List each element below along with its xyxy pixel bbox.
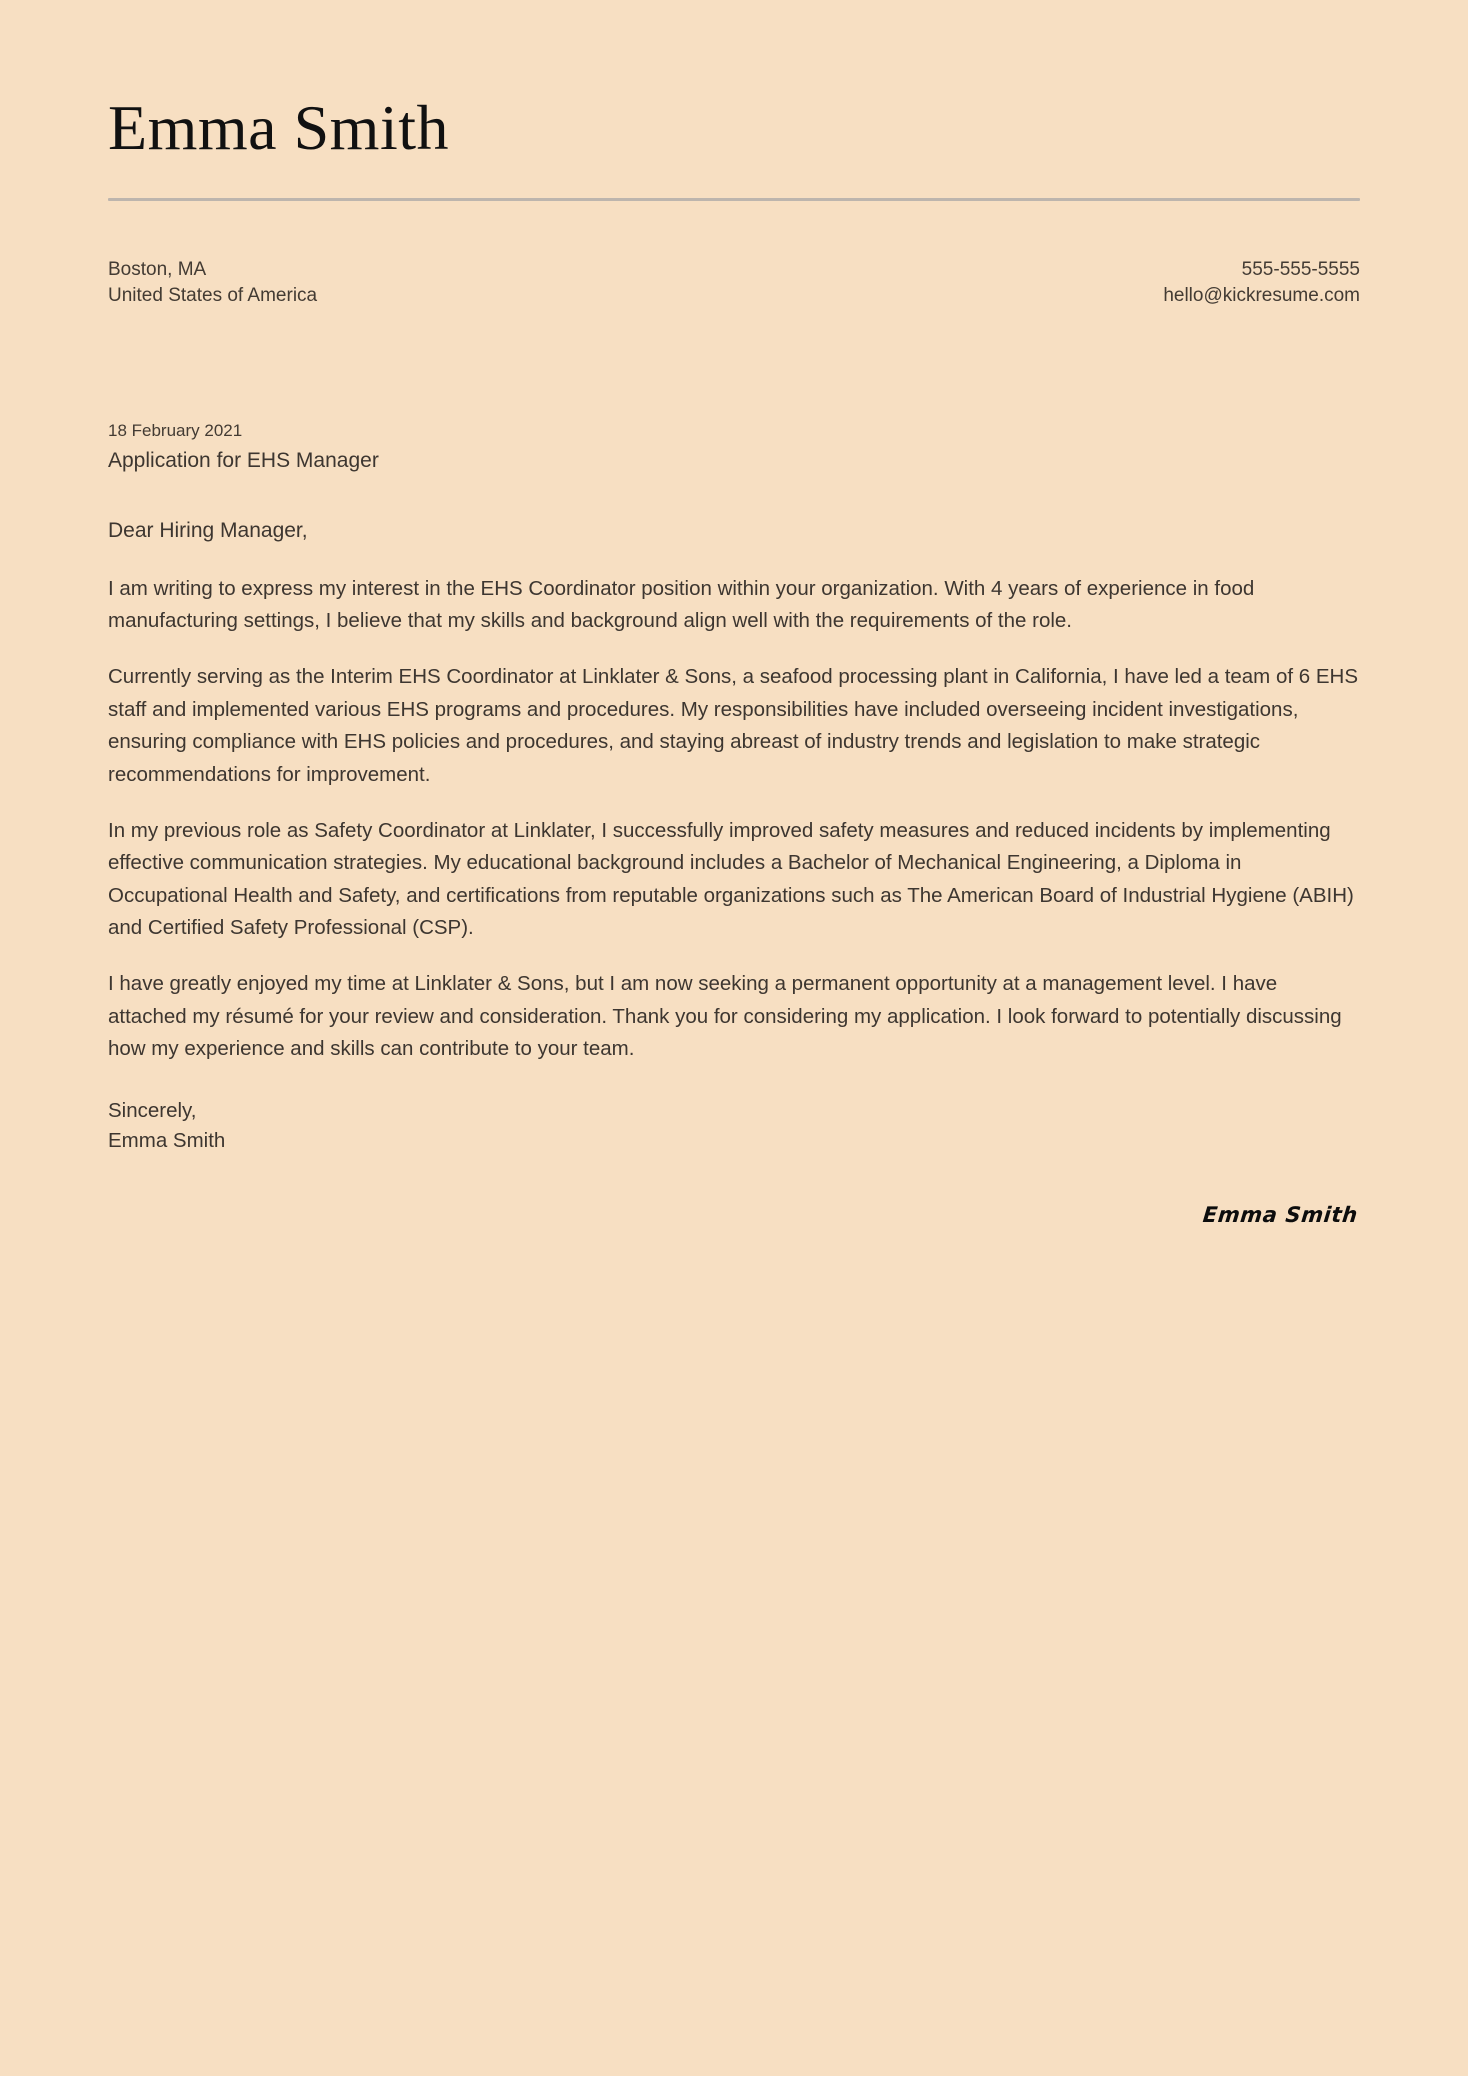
letter-date: 18 February 2021 (108, 421, 243, 441)
letter-salutation: Dear Hiring Manager, (108, 519, 308, 543)
contact-email[interactable]: hello@kickresume.com (1163, 284, 1360, 306)
closing-salutation: Sincerely, (108, 1098, 197, 1122)
letter-subject: Application for EHS Manager (108, 448, 379, 472)
page-title: Emma Smith (108, 92, 449, 163)
signature-row (108, 1203, 1360, 1227)
contact-details (108, 257, 1360, 308)
letter-paragraph: Currently serving as the Interim EHS Coordinator at Linklater & Sons, a seafood processing plant in California, I have led a team of 6 EHS staff and implemented various EHS programs and procedures. My responsibilities have included overseeing incident investigations, ensuring compliance with EHS policies and procedures, and staying abreast of industry trends and legislation to make strategic recommendations for improvement. (108, 665, 1358, 786)
contact-country: United States of America (108, 284, 318, 306)
letter-meta (108, 418, 1360, 476)
closing-name: Emma Smith (108, 1129, 226, 1153)
contact-phone[interactable]: 555-555-5555 (1241, 259, 1360, 280)
letter-paragraph: I am writing to express my interest in the EHS Coordinator position within your organization. With 4 years of experience in food manufacturing settings, I believe that my skills and background align well with the requirements of the role. (108, 576, 1255, 633)
header-divider (108, 198, 1360, 201)
contact-location-block (108, 257, 317, 308)
letter-closing (108, 1096, 1360, 1158)
handwritten-signature: Emma Smith (1201, 1202, 1360, 1228)
letter-body (108, 573, 1360, 1066)
contact-city: Boston, MA (108, 259, 207, 280)
contact-reach-block (1163, 257, 1360, 308)
letter-paragraph: I have greatly enjoyed my time at Linklater & Sons, but I am now seeking a permanent opportunity at a management level. I have attached my résumé for your review and consideration. Thank you for considering my application. I look forward to potentially discussing how my experience and skills can contribute to your team. (108, 972, 1342, 1061)
letter-paragraph: In my previous role as Safety Coordinator at Linklater, I successfully improved safety measures and reduced incidents by implementing effective communication strategies. My educational background includes a Bachelor of Mechanical Engineering, a Diploma in Occupational Health and Safety, and certifications from reputable organizations such as The American Board of Industrial Hygiene (ABIH) and Certified Safety Professional (CSP). (108, 818, 1354, 940)
